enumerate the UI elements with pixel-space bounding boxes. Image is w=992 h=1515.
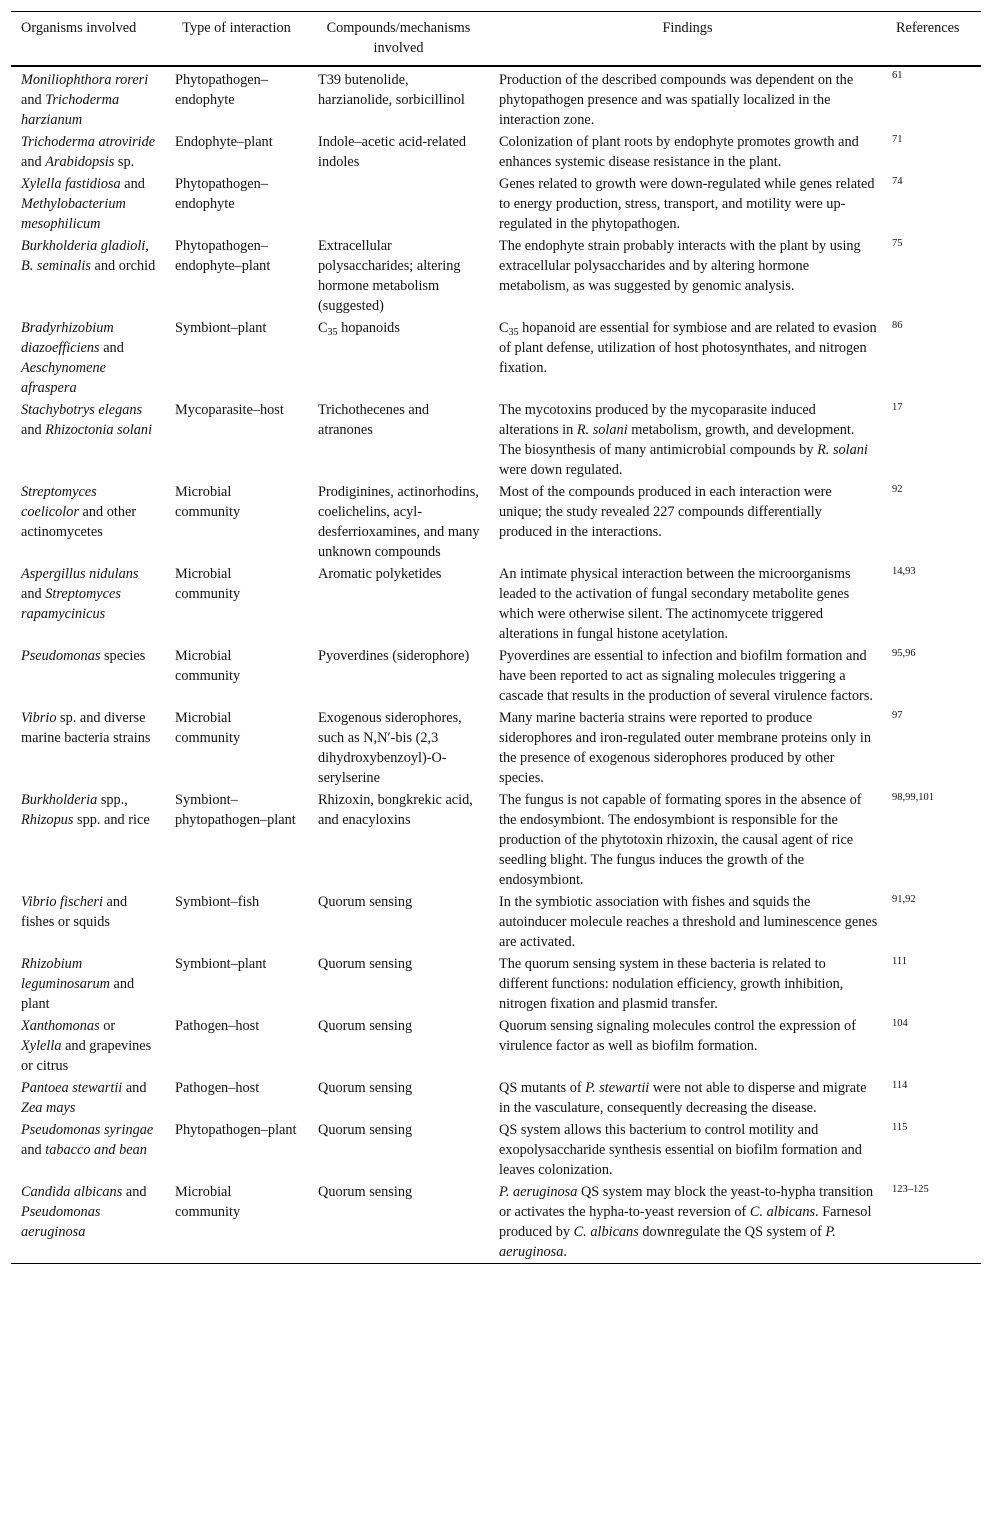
text-run: sp. and diverse marine bacteria strains bbox=[21, 710, 151, 746]
italic-text: Pantoea stewartii bbox=[21, 1080, 123, 1096]
cell-compounds bbox=[308, 789, 489, 891]
text-run: C bbox=[499, 320, 509, 336]
cell-interaction-type: Phytopathogen–endophyte bbox=[175, 72, 268, 108]
cell-references: 97 bbox=[892, 710, 903, 721]
cell-findings bbox=[489, 707, 886, 789]
italic-text: Pseudomonas bbox=[21, 648, 101, 664]
table-row bbox=[11, 317, 981, 399]
text-run: T39 butenolide, harzianolide, sorbicillinol bbox=[318, 72, 465, 108]
cell-references: 95,96 bbox=[892, 648, 916, 659]
italic-text: Rhizoctonia solani bbox=[45, 422, 153, 438]
cell-compounds bbox=[308, 1077, 489, 1119]
text-run: and orchid bbox=[90, 258, 156, 274]
italic-text: tabacco and bean bbox=[45, 1142, 147, 1158]
italic-text: C. albicans bbox=[749, 1204, 816, 1220]
text-run: An intimate physical interaction between the microorganisms leaded to the activation of fungal secondary metabolite genes which were otherwise silent. The actinomycete triggered alterations in fungal histone acetylation. bbox=[499, 566, 851, 642]
cell-organisms bbox=[11, 399, 165, 481]
text-run: . Farnesol produced by bbox=[499, 1204, 872, 1240]
text-run: In the symbiotic association with fishes and squids the autoinducer molecule reaches a threshold and luminescence genes are activated. bbox=[499, 894, 878, 950]
cell-compounds bbox=[308, 707, 489, 789]
text-run: and bbox=[122, 1080, 147, 1096]
cell-findings bbox=[489, 891, 886, 953]
italic-text: Arabidopsis bbox=[45, 154, 115, 170]
text-run: and bbox=[21, 92, 46, 108]
italic-text: Streptomyces rapamycinicus bbox=[21, 586, 121, 622]
text-run: Pyoverdines are essential to infection and biofilm formation and have been reported to act as signaling molecules triggering a cascade that results in the production of several virulence factors. bbox=[499, 648, 873, 704]
text-run: and bbox=[21, 422, 46, 438]
italic-text: Vibrio fischeri bbox=[21, 894, 103, 910]
text-run: were down regulated. bbox=[499, 462, 623, 478]
cell-interaction-type: Symbiont–phytopathogen–plant bbox=[175, 792, 296, 828]
cell-compounds bbox=[308, 645, 489, 707]
italic-text: Pseudomonas aeruginosa bbox=[21, 1204, 101, 1240]
text-run: and plant bbox=[21, 976, 135, 1012]
text-run: Prodiginines, actinorhodins, coelichelins, acyl-desferrioxamines, and many unknown compounds bbox=[318, 484, 480, 560]
table-row bbox=[11, 645, 981, 707]
cell-interaction-type: Symbiont–plant bbox=[175, 956, 267, 972]
cell-interaction-type: Pathogen–host bbox=[175, 1080, 260, 1096]
text-run: downregulate the QS system of bbox=[638, 1224, 826, 1240]
subscript-text: 35 bbox=[508, 327, 519, 338]
cell-references: 114 bbox=[892, 1080, 908, 1091]
italic-text: Rhizopus bbox=[21, 812, 74, 828]
cell-compounds bbox=[308, 173, 489, 235]
text-run: were not able to disperse and migrate in the vasculature, consequently decreasing the disease. bbox=[499, 1080, 867, 1116]
text-run: Quorum sensing bbox=[318, 1080, 413, 1096]
text-run: hopanoids bbox=[337, 320, 400, 336]
cell-interaction-type: Microbial community bbox=[175, 648, 241, 684]
text-run: Production of the described compounds was dependent on the phytopathogen presence and was spatially localized in the interaction zone. bbox=[499, 72, 854, 128]
text-run: and other actinomycetes bbox=[21, 504, 137, 540]
table-row bbox=[11, 891, 981, 953]
text-run: Colonization of plant roots by endophyte promotes growth and enhances systemic disease resistance in the plant. bbox=[499, 134, 859, 170]
table-row bbox=[11, 707, 981, 789]
text-run: QS system may block the yeast-to-hypha transition or activates the hypha-to-yeast reversion of bbox=[499, 1184, 874, 1220]
table-row bbox=[11, 1181, 981, 1264]
text-run: Rhizoxin, bongkrekic acid, and enacyloxins bbox=[318, 792, 473, 828]
text-run: and grapevines or citrus bbox=[21, 1038, 152, 1074]
cell-interaction-type: Microbial community bbox=[175, 710, 241, 746]
text-run: Quorum sensing bbox=[318, 894, 413, 910]
cell-compounds bbox=[308, 1119, 489, 1181]
italic-text: P. aeruginosa bbox=[499, 1184, 578, 1200]
header-row bbox=[11, 12, 981, 67]
text-run: and bbox=[122, 1184, 147, 1200]
cell-organisms bbox=[11, 1077, 165, 1119]
text-run: Quorum sensing bbox=[318, 956, 413, 972]
cell-references: 74 bbox=[892, 176, 903, 187]
cell-interaction-type: Symbiont–fish bbox=[175, 894, 260, 910]
cell-interaction-type: Microbial community bbox=[175, 484, 241, 520]
cell-interaction-type: Endophyte–plant bbox=[175, 134, 273, 150]
italic-text: Xylella bbox=[21, 1038, 62, 1054]
text-run: The quorum sensing system in these bacteria is related to different functions: nodulation efficiency, growth inhibition, nitrogen fixation and plasmid transfer. bbox=[499, 956, 844, 1012]
cell-references: 14,93 bbox=[892, 566, 916, 577]
cell-organisms bbox=[11, 1119, 165, 1181]
text-run: Indole–acetic acid-related indoles bbox=[318, 134, 467, 170]
text-run: and bbox=[120, 176, 145, 192]
cell-interaction-type: Phytopathogen–endophyte bbox=[175, 176, 268, 212]
italic-text: Bradyrhizobium diazoefficiens bbox=[21, 320, 114, 356]
cell-findings bbox=[489, 66, 886, 131]
text-run: Genes related to growth were down-regulated while genes related to energy production, stress, transport, and motility were up-regulated in the phytopathogen. bbox=[499, 176, 875, 232]
cell-findings bbox=[489, 1181, 886, 1264]
text-run: and fishes or squids bbox=[21, 894, 128, 930]
cell-findings bbox=[489, 953, 886, 1015]
cell-references: 98,99,101 bbox=[892, 792, 934, 803]
table-row bbox=[11, 789, 981, 891]
text-run: Pyoverdines (siderophore) bbox=[318, 648, 470, 664]
header-references: References bbox=[896, 20, 960, 36]
cell-compounds bbox=[308, 131, 489, 173]
cell-findings bbox=[489, 131, 886, 173]
italic-text: Moniliophthora roreri bbox=[21, 72, 149, 88]
cell-compounds bbox=[308, 953, 489, 1015]
text-run: C bbox=[318, 320, 328, 336]
cell-interaction-type: Microbial community bbox=[175, 566, 241, 602]
italic-text: Xanthomonas bbox=[21, 1018, 100, 1034]
italic-text: R. solani bbox=[817, 442, 868, 458]
text-run: Many marine bacteria strains were reported to produce siderophores and iron-regulated outer membrane proteins only in the presence of exogenous siderophores produced by other species. bbox=[499, 710, 872, 786]
italic-text: Aeschynomene afraspera bbox=[21, 360, 106, 396]
text-run: and bbox=[21, 1142, 46, 1158]
text-run: hopanoid are essential for symbiose and are related to evasion of plant defense, utilization of host photosynthates, and nitrogen fixation. bbox=[499, 320, 877, 376]
italic-text: Burkholderia bbox=[21, 792, 98, 808]
text-run: spp. and rice bbox=[73, 812, 150, 828]
table-row bbox=[11, 563, 981, 645]
table-row bbox=[11, 173, 981, 235]
text-run: QS system allows this bacterium to control motility and exopolysaccharide synthesis essential on biofilm formation and leaves colonization. bbox=[499, 1122, 862, 1178]
cell-compounds bbox=[308, 66, 489, 131]
cell-interaction-type: Mycoparasite–host bbox=[175, 402, 284, 418]
text-run: QS mutants of bbox=[499, 1080, 586, 1096]
italic-text: Vibrio bbox=[21, 710, 57, 726]
italic-text: R. solani bbox=[576, 422, 628, 438]
text-run: Extracellular polysaccharides; altering hormone metabolism (suggested) bbox=[318, 238, 461, 314]
table-row bbox=[11, 1077, 981, 1119]
cell-references: 104 bbox=[892, 1018, 908, 1029]
cell-findings bbox=[489, 1077, 886, 1119]
cell-findings bbox=[489, 1119, 886, 1181]
cell-references: 115 bbox=[892, 1122, 908, 1133]
header-findings: Findings bbox=[662, 20, 713, 36]
cell-findings bbox=[489, 317, 886, 399]
text-run: metabolism, growth, and development. The biosynthesis of many antimicrobial compounds by bbox=[499, 422, 855, 458]
text-run: sp. bbox=[114, 154, 135, 170]
table-row bbox=[11, 235, 981, 317]
text-run: Exogenous siderophores, such as N,N′-bis (2,3 dihydroxybenzoyl)-O-serylserine bbox=[318, 710, 462, 786]
cell-interaction-type: Pathogen–host bbox=[175, 1018, 260, 1034]
italic-text: Pseudomonas syringae bbox=[21, 1122, 154, 1138]
cell-references: 86 bbox=[892, 320, 903, 331]
table-row bbox=[11, 481, 981, 563]
italic-text: Candida albicans bbox=[21, 1184, 123, 1200]
table-row bbox=[11, 131, 981, 173]
cell-compounds bbox=[308, 1015, 489, 1077]
italic-text: C. albicans bbox=[573, 1224, 639, 1240]
text-run: The endophyte strain probably interacts with the plant by using extracellular polysaccharides and by altering hormone metabolism, as was suggested by genomic analysis. bbox=[499, 238, 861, 294]
cell-findings bbox=[489, 399, 886, 481]
text-run: and bbox=[21, 586, 46, 602]
cell-organisms bbox=[11, 481, 165, 563]
italic-text: Streptomyces coelicolor bbox=[21, 484, 97, 520]
table-row bbox=[11, 66, 981, 131]
cell-references: 17 bbox=[892, 402, 903, 413]
text-run: and bbox=[21, 154, 46, 170]
cell-interaction-type: Microbial community bbox=[175, 1184, 241, 1220]
italic-text: Rhizobium leguminosarum bbox=[21, 956, 110, 992]
text-run: Most of the compounds produced in each interaction were unique; the study revealed 227 compounds differentially produced in the interactions. bbox=[499, 484, 832, 540]
cell-organisms bbox=[11, 317, 165, 399]
italic-text: Burkholderia gladioli, B. seminalis bbox=[21, 238, 149, 274]
cell-findings bbox=[489, 173, 886, 235]
cell-interaction-type: Phytopathogen–plant bbox=[175, 1122, 297, 1138]
cell-compounds bbox=[308, 399, 489, 481]
cell-compounds bbox=[308, 1181, 489, 1264]
cell-organisms bbox=[11, 131, 165, 173]
cell-references: 123–125 bbox=[892, 1184, 929, 1195]
cell-findings bbox=[489, 789, 886, 891]
cell-findings bbox=[489, 645, 886, 707]
table-row bbox=[11, 953, 981, 1015]
cell-organisms bbox=[11, 953, 165, 1015]
text-run: The mycotoxins produced by the mycoparasite induced alterations in bbox=[499, 402, 816, 438]
text-run: Quorum sensing bbox=[318, 1184, 413, 1200]
text-run: Quorum sensing bbox=[318, 1122, 413, 1138]
italic-text: P. aeruginosa bbox=[499, 1224, 836, 1260]
cell-organisms bbox=[11, 645, 165, 707]
cell-compounds bbox=[308, 317, 489, 399]
italic-text: Methylobacterium mesophilicum bbox=[21, 196, 126, 232]
table-row bbox=[11, 1015, 981, 1077]
cell-compounds bbox=[308, 235, 489, 317]
cell-findings bbox=[489, 1015, 886, 1077]
cell-compounds bbox=[308, 891, 489, 953]
interactions-table bbox=[11, 11, 981, 1264]
text-run: Aromatic polyketides bbox=[318, 566, 442, 582]
cell-references: 91,92 bbox=[892, 894, 916, 905]
cell-findings bbox=[489, 481, 886, 563]
italic-text: P. stewartii bbox=[585, 1080, 650, 1096]
italic-text: Aspergillus nidulans bbox=[21, 566, 139, 582]
table-body bbox=[11, 66, 981, 1264]
text-run: or bbox=[99, 1018, 116, 1034]
cell-interaction-type: Symbiont–plant bbox=[175, 320, 267, 336]
text-run: The fungus is not capable of formating spores in the absence of the endosymbiont. The endosymbiont is responsible for the production of the phytotoxin rhizoxin, the causal agent of rice seedling blight. The fungus induces the growth of the endosymbiont. bbox=[499, 792, 862, 888]
cell-organisms bbox=[11, 235, 165, 317]
cell-references: 61 bbox=[892, 70, 903, 81]
italic-text: Stachybotrys elegans bbox=[21, 402, 143, 418]
cell-findings bbox=[489, 235, 886, 317]
cell-references: 71 bbox=[892, 134, 903, 145]
cell-references: 75 bbox=[892, 238, 903, 249]
text-run: . bbox=[563, 1244, 567, 1260]
text-run: Quorum sensing bbox=[318, 1018, 413, 1034]
header-compounds: Compounds/mechanisms involved bbox=[326, 20, 471, 56]
cell-references: 92 bbox=[892, 484, 903, 495]
cell-findings bbox=[489, 563, 886, 645]
cell-organisms bbox=[11, 66, 165, 131]
text-run: Trichothecenes and atranones bbox=[318, 402, 430, 438]
text-run: and bbox=[99, 340, 124, 356]
text-run: Quorum sensing signaling molecules control the expression of virulence factor as well as biofilm formation. bbox=[499, 1018, 856, 1054]
italic-text: Zea mays bbox=[21, 1100, 76, 1116]
cell-organisms bbox=[11, 563, 165, 645]
cell-organisms bbox=[11, 1181, 165, 1264]
text-run: species bbox=[100, 648, 146, 664]
cell-references: 111 bbox=[892, 956, 907, 967]
header-interaction-type: Type of interaction bbox=[182, 20, 291, 36]
italic-text: Xylella fastidiosa bbox=[21, 176, 121, 192]
table-row bbox=[11, 1119, 981, 1181]
cell-organisms bbox=[11, 789, 165, 891]
cell-organisms bbox=[11, 173, 165, 235]
text-run: spp., bbox=[97, 792, 128, 808]
table-row bbox=[11, 399, 981, 481]
cell-compounds bbox=[308, 563, 489, 645]
cell-organisms bbox=[11, 891, 165, 953]
italic-text: Trichoderma atroviride bbox=[21, 134, 156, 150]
italic-text: Trichoderma harzianum bbox=[21, 92, 120, 128]
cell-organisms bbox=[11, 1015, 165, 1077]
cell-compounds bbox=[308, 481, 489, 563]
cell-interaction-type: Phytopathogen–endophyte–plant bbox=[175, 238, 271, 274]
subscript-text: 35 bbox=[327, 327, 338, 338]
header-organisms: Organisms involved bbox=[21, 20, 137, 36]
cell-organisms bbox=[11, 707, 165, 789]
